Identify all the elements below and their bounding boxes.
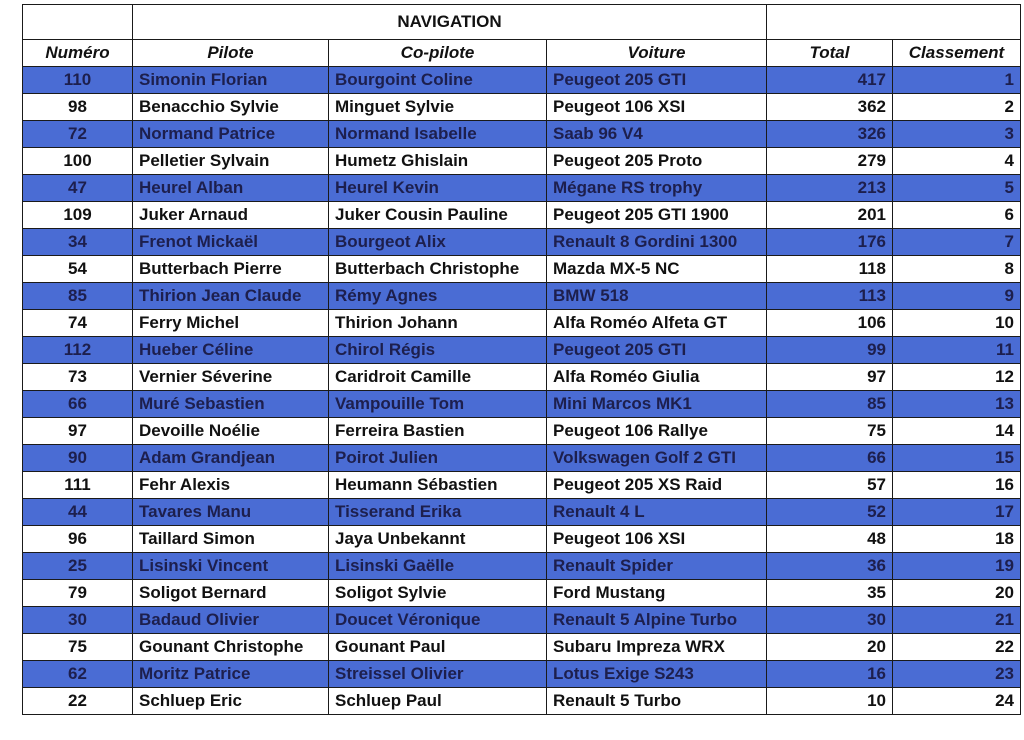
cell-total: 106 bbox=[767, 310, 893, 337]
header-pilote: Pilote bbox=[133, 40, 329, 67]
cell-copilote: Tisserand Erika bbox=[329, 499, 547, 526]
header-copilote: Co-pilote bbox=[329, 40, 547, 67]
cell-copilote: Streissel Olivier bbox=[329, 661, 547, 688]
cell-total: 20 bbox=[767, 634, 893, 661]
table-row bbox=[23, 634, 1021, 661]
table-row bbox=[23, 661, 1021, 688]
cell-classement: 1 bbox=[893, 67, 1021, 94]
cell-total: 326 bbox=[767, 121, 893, 148]
cell-classement: 18 bbox=[893, 526, 1021, 553]
cell-voiture: Mazda MX-5 NC bbox=[547, 256, 767, 283]
cell-copilote: Schluep Paul bbox=[329, 688, 547, 715]
cell-numero: 110 bbox=[23, 67, 133, 94]
cell-voiture: Renault 8 Gordini 1300 bbox=[547, 229, 767, 256]
cell-copilote: Juker Cousin Pauline bbox=[329, 202, 547, 229]
table-row bbox=[23, 67, 1021, 94]
cell-numero: 100 bbox=[23, 148, 133, 175]
cell-numero: 111 bbox=[23, 472, 133, 499]
cell-voiture: Alfa Roméo Giulia bbox=[547, 364, 767, 391]
table-row bbox=[23, 472, 1021, 499]
cell-voiture: Renault 5 Alpine Turbo bbox=[547, 607, 767, 634]
cell-numero: 44 bbox=[23, 499, 133, 526]
cell-voiture: Renault 4 L bbox=[547, 499, 767, 526]
cell-copilote: Humetz Ghislain bbox=[329, 148, 547, 175]
cell-total: 52 bbox=[767, 499, 893, 526]
cell-pilote: Heurel Alban bbox=[133, 175, 329, 202]
results-table bbox=[22, 4, 1021, 715]
cell-total: 201 bbox=[767, 202, 893, 229]
cell-voiture: Peugeot 106 XSI bbox=[547, 94, 767, 121]
cell-copilote: Chirol Régis bbox=[329, 337, 547, 364]
header-total: Total bbox=[767, 40, 893, 67]
cell-classement: 13 bbox=[893, 391, 1021, 418]
cell-voiture: Peugeot 205 XS Raid bbox=[547, 472, 767, 499]
cell-numero: 98 bbox=[23, 94, 133, 121]
cell-copilote: Normand Isabelle bbox=[329, 121, 547, 148]
cell-voiture: Peugeot 205 GTI 1900 bbox=[547, 202, 767, 229]
cell-classement: 19 bbox=[893, 553, 1021, 580]
table-row bbox=[23, 499, 1021, 526]
cell-classement: 10 bbox=[893, 310, 1021, 337]
cell-voiture: Ford Mustang bbox=[547, 580, 767, 607]
cell-pilote: Normand Patrice bbox=[133, 121, 329, 148]
cell-copilote: Jaya Unbekannt bbox=[329, 526, 547, 553]
cell-copilote: Heumann Sébastien bbox=[329, 472, 547, 499]
cell-total: 85 bbox=[767, 391, 893, 418]
cell-numero: 75 bbox=[23, 634, 133, 661]
table-row bbox=[23, 607, 1021, 634]
cell-pilote: Butterbach Pierre bbox=[133, 256, 329, 283]
cell-numero: 90 bbox=[23, 445, 133, 472]
cell-classement: 3 bbox=[893, 121, 1021, 148]
table-row bbox=[23, 391, 1021, 418]
cell-total: 16 bbox=[767, 661, 893, 688]
cell-numero: 112 bbox=[23, 337, 133, 364]
cell-classement: 11 bbox=[893, 337, 1021, 364]
cell-numero: 72 bbox=[23, 121, 133, 148]
table-row bbox=[23, 175, 1021, 202]
cell-pilote: Gounant Christophe bbox=[133, 634, 329, 661]
cell-total: 97 bbox=[767, 364, 893, 391]
cell-pilote: Moritz Patrice bbox=[133, 661, 329, 688]
cell-copilote: Soligot Sylvie bbox=[329, 580, 547, 607]
cell-numero: 109 bbox=[23, 202, 133, 229]
cell-pilote: Lisinski Vincent bbox=[133, 553, 329, 580]
cell-classement: 17 bbox=[893, 499, 1021, 526]
cell-classement: 8 bbox=[893, 256, 1021, 283]
cell-pilote: Vernier Séverine bbox=[133, 364, 329, 391]
cell-copilote: Thirion Johann bbox=[329, 310, 547, 337]
cell-voiture: Peugeot 205 GTI bbox=[547, 67, 767, 94]
cell-copilote: Bourgoint Coline bbox=[329, 67, 547, 94]
table-row bbox=[23, 121, 1021, 148]
title-blank-right bbox=[767, 5, 1021, 40]
cell-pilote: Muré Sebastien bbox=[133, 391, 329, 418]
cell-copilote: Bourgeot Alix bbox=[329, 229, 547, 256]
cell-copilote: Poirot Julien bbox=[329, 445, 547, 472]
cell-classement: 12 bbox=[893, 364, 1021, 391]
cell-pilote: Badaud Olivier bbox=[133, 607, 329, 634]
cell-voiture: Peugeot 205 GTI bbox=[547, 337, 767, 364]
table-row bbox=[23, 229, 1021, 256]
cell-copilote: Lisinski Gaëlle bbox=[329, 553, 547, 580]
cell-voiture: Peugeot 106 Rallye bbox=[547, 418, 767, 445]
cell-classement: 9 bbox=[893, 283, 1021, 310]
table-row bbox=[23, 94, 1021, 121]
cell-pilote: Frenot Mickaël bbox=[133, 229, 329, 256]
cell-classement: 22 bbox=[893, 634, 1021, 661]
table-row bbox=[23, 553, 1021, 580]
table-row bbox=[23, 148, 1021, 175]
cell-total: 362 bbox=[767, 94, 893, 121]
cell-pilote: Tavares Manu bbox=[133, 499, 329, 526]
cell-numero: 34 bbox=[23, 229, 133, 256]
cell-total: 118 bbox=[767, 256, 893, 283]
cell-numero: 22 bbox=[23, 688, 133, 715]
title-blank-left bbox=[23, 5, 133, 40]
cell-total: 213 bbox=[767, 175, 893, 202]
cell-pilote: Pelletier Sylvain bbox=[133, 148, 329, 175]
cell-voiture: Alfa Roméo Alfeta GT bbox=[547, 310, 767, 337]
table-row bbox=[23, 418, 1021, 445]
cell-voiture: Lotus Exige S243 bbox=[547, 661, 767, 688]
cell-voiture: Volkswagen Golf 2 GTI bbox=[547, 445, 767, 472]
cell-numero: 47 bbox=[23, 175, 133, 202]
cell-total: 57 bbox=[767, 472, 893, 499]
cell-pilote: Juker Arnaud bbox=[133, 202, 329, 229]
cell-total: 10 bbox=[767, 688, 893, 715]
cell-classement: 20 bbox=[893, 580, 1021, 607]
cell-voiture: Peugeot 205 Proto bbox=[547, 148, 767, 175]
cell-total: 48 bbox=[767, 526, 893, 553]
table-row bbox=[23, 202, 1021, 229]
cell-total: 30 bbox=[767, 607, 893, 634]
table-row bbox=[23, 256, 1021, 283]
cell-copilote: Rémy Agnes bbox=[329, 283, 547, 310]
cell-numero: 79 bbox=[23, 580, 133, 607]
header-row bbox=[23, 40, 1021, 67]
cell-numero: 30 bbox=[23, 607, 133, 634]
results-body bbox=[23, 67, 1021, 715]
cell-voiture: Mégane RS trophy bbox=[547, 175, 767, 202]
cell-classement: 15 bbox=[893, 445, 1021, 472]
header-numero: Numéro bbox=[23, 40, 133, 67]
cell-numero: 97 bbox=[23, 418, 133, 445]
cell-numero: 73 bbox=[23, 364, 133, 391]
cell-pilote: Soligot Bernard bbox=[133, 580, 329, 607]
table-row bbox=[23, 310, 1021, 337]
cell-copilote: Vampouille Tom bbox=[329, 391, 547, 418]
cell-voiture: Renault 5 Turbo bbox=[547, 688, 767, 715]
cell-pilote: Fehr Alexis bbox=[133, 472, 329, 499]
cell-numero: 85 bbox=[23, 283, 133, 310]
cell-numero: 25 bbox=[23, 553, 133, 580]
cell-total: 113 bbox=[767, 283, 893, 310]
cell-pilote: Benacchio Sylvie bbox=[133, 94, 329, 121]
cell-total: 99 bbox=[767, 337, 893, 364]
cell-voiture: Renault Spider bbox=[547, 553, 767, 580]
header-voiture: Voiture bbox=[547, 40, 767, 67]
cell-classement: 6 bbox=[893, 202, 1021, 229]
cell-copilote: Minguet Sylvie bbox=[329, 94, 547, 121]
cell-copilote: Heurel Kevin bbox=[329, 175, 547, 202]
table-row bbox=[23, 580, 1021, 607]
header-classement: Classement bbox=[893, 40, 1021, 67]
cell-numero: 62 bbox=[23, 661, 133, 688]
table-row bbox=[23, 283, 1021, 310]
table-row bbox=[23, 337, 1021, 364]
cell-classement: 7 bbox=[893, 229, 1021, 256]
cell-pilote: Hueber Céline bbox=[133, 337, 329, 364]
cell-pilote: Simonin Florian bbox=[133, 67, 329, 94]
cell-classement: 21 bbox=[893, 607, 1021, 634]
title-row bbox=[23, 5, 1021, 40]
cell-voiture: BMW 518 bbox=[547, 283, 767, 310]
cell-total: 75 bbox=[767, 418, 893, 445]
cell-voiture: Subaru Impreza WRX bbox=[547, 634, 767, 661]
cell-total: 417 bbox=[767, 67, 893, 94]
results-sheet bbox=[22, 4, 1021, 715]
cell-classement: 23 bbox=[893, 661, 1021, 688]
table-title: NAVIGATION bbox=[133, 5, 767, 40]
cell-pilote: Ferry Michel bbox=[133, 310, 329, 337]
cell-total: 66 bbox=[767, 445, 893, 472]
cell-classement: 24 bbox=[893, 688, 1021, 715]
cell-classement: 2 bbox=[893, 94, 1021, 121]
cell-numero: 74 bbox=[23, 310, 133, 337]
cell-voiture: Saab 96 V4 bbox=[547, 121, 767, 148]
cell-classement: 16 bbox=[893, 472, 1021, 499]
cell-copilote: Butterbach Christophe bbox=[329, 256, 547, 283]
cell-pilote: Schluep Eric bbox=[133, 688, 329, 715]
cell-total: 35 bbox=[767, 580, 893, 607]
cell-pilote: Devoille Noélie bbox=[133, 418, 329, 445]
table-row bbox=[23, 445, 1021, 472]
cell-classement: 5 bbox=[893, 175, 1021, 202]
cell-voiture: Peugeot 106 XSI bbox=[547, 526, 767, 553]
cell-numero: 54 bbox=[23, 256, 133, 283]
table-row bbox=[23, 688, 1021, 715]
cell-total: 176 bbox=[767, 229, 893, 256]
cell-pilote: Taillard Simon bbox=[133, 526, 329, 553]
cell-total: 36 bbox=[767, 553, 893, 580]
cell-pilote: Adam Grandjean bbox=[133, 445, 329, 472]
cell-copilote: Doucet Véronique bbox=[329, 607, 547, 634]
cell-pilote: Thirion Jean Claude bbox=[133, 283, 329, 310]
table-row bbox=[23, 526, 1021, 553]
cell-classement: 14 bbox=[893, 418, 1021, 445]
cell-total: 279 bbox=[767, 148, 893, 175]
cell-voiture: Mini Marcos MK1 bbox=[547, 391, 767, 418]
cell-copilote: Caridroit Camille bbox=[329, 364, 547, 391]
cell-copilote: Gounant Paul bbox=[329, 634, 547, 661]
table-row bbox=[23, 364, 1021, 391]
cell-numero: 96 bbox=[23, 526, 133, 553]
cell-classement: 4 bbox=[893, 148, 1021, 175]
cell-numero: 66 bbox=[23, 391, 133, 418]
cell-copilote: Ferreira Bastien bbox=[329, 418, 547, 445]
